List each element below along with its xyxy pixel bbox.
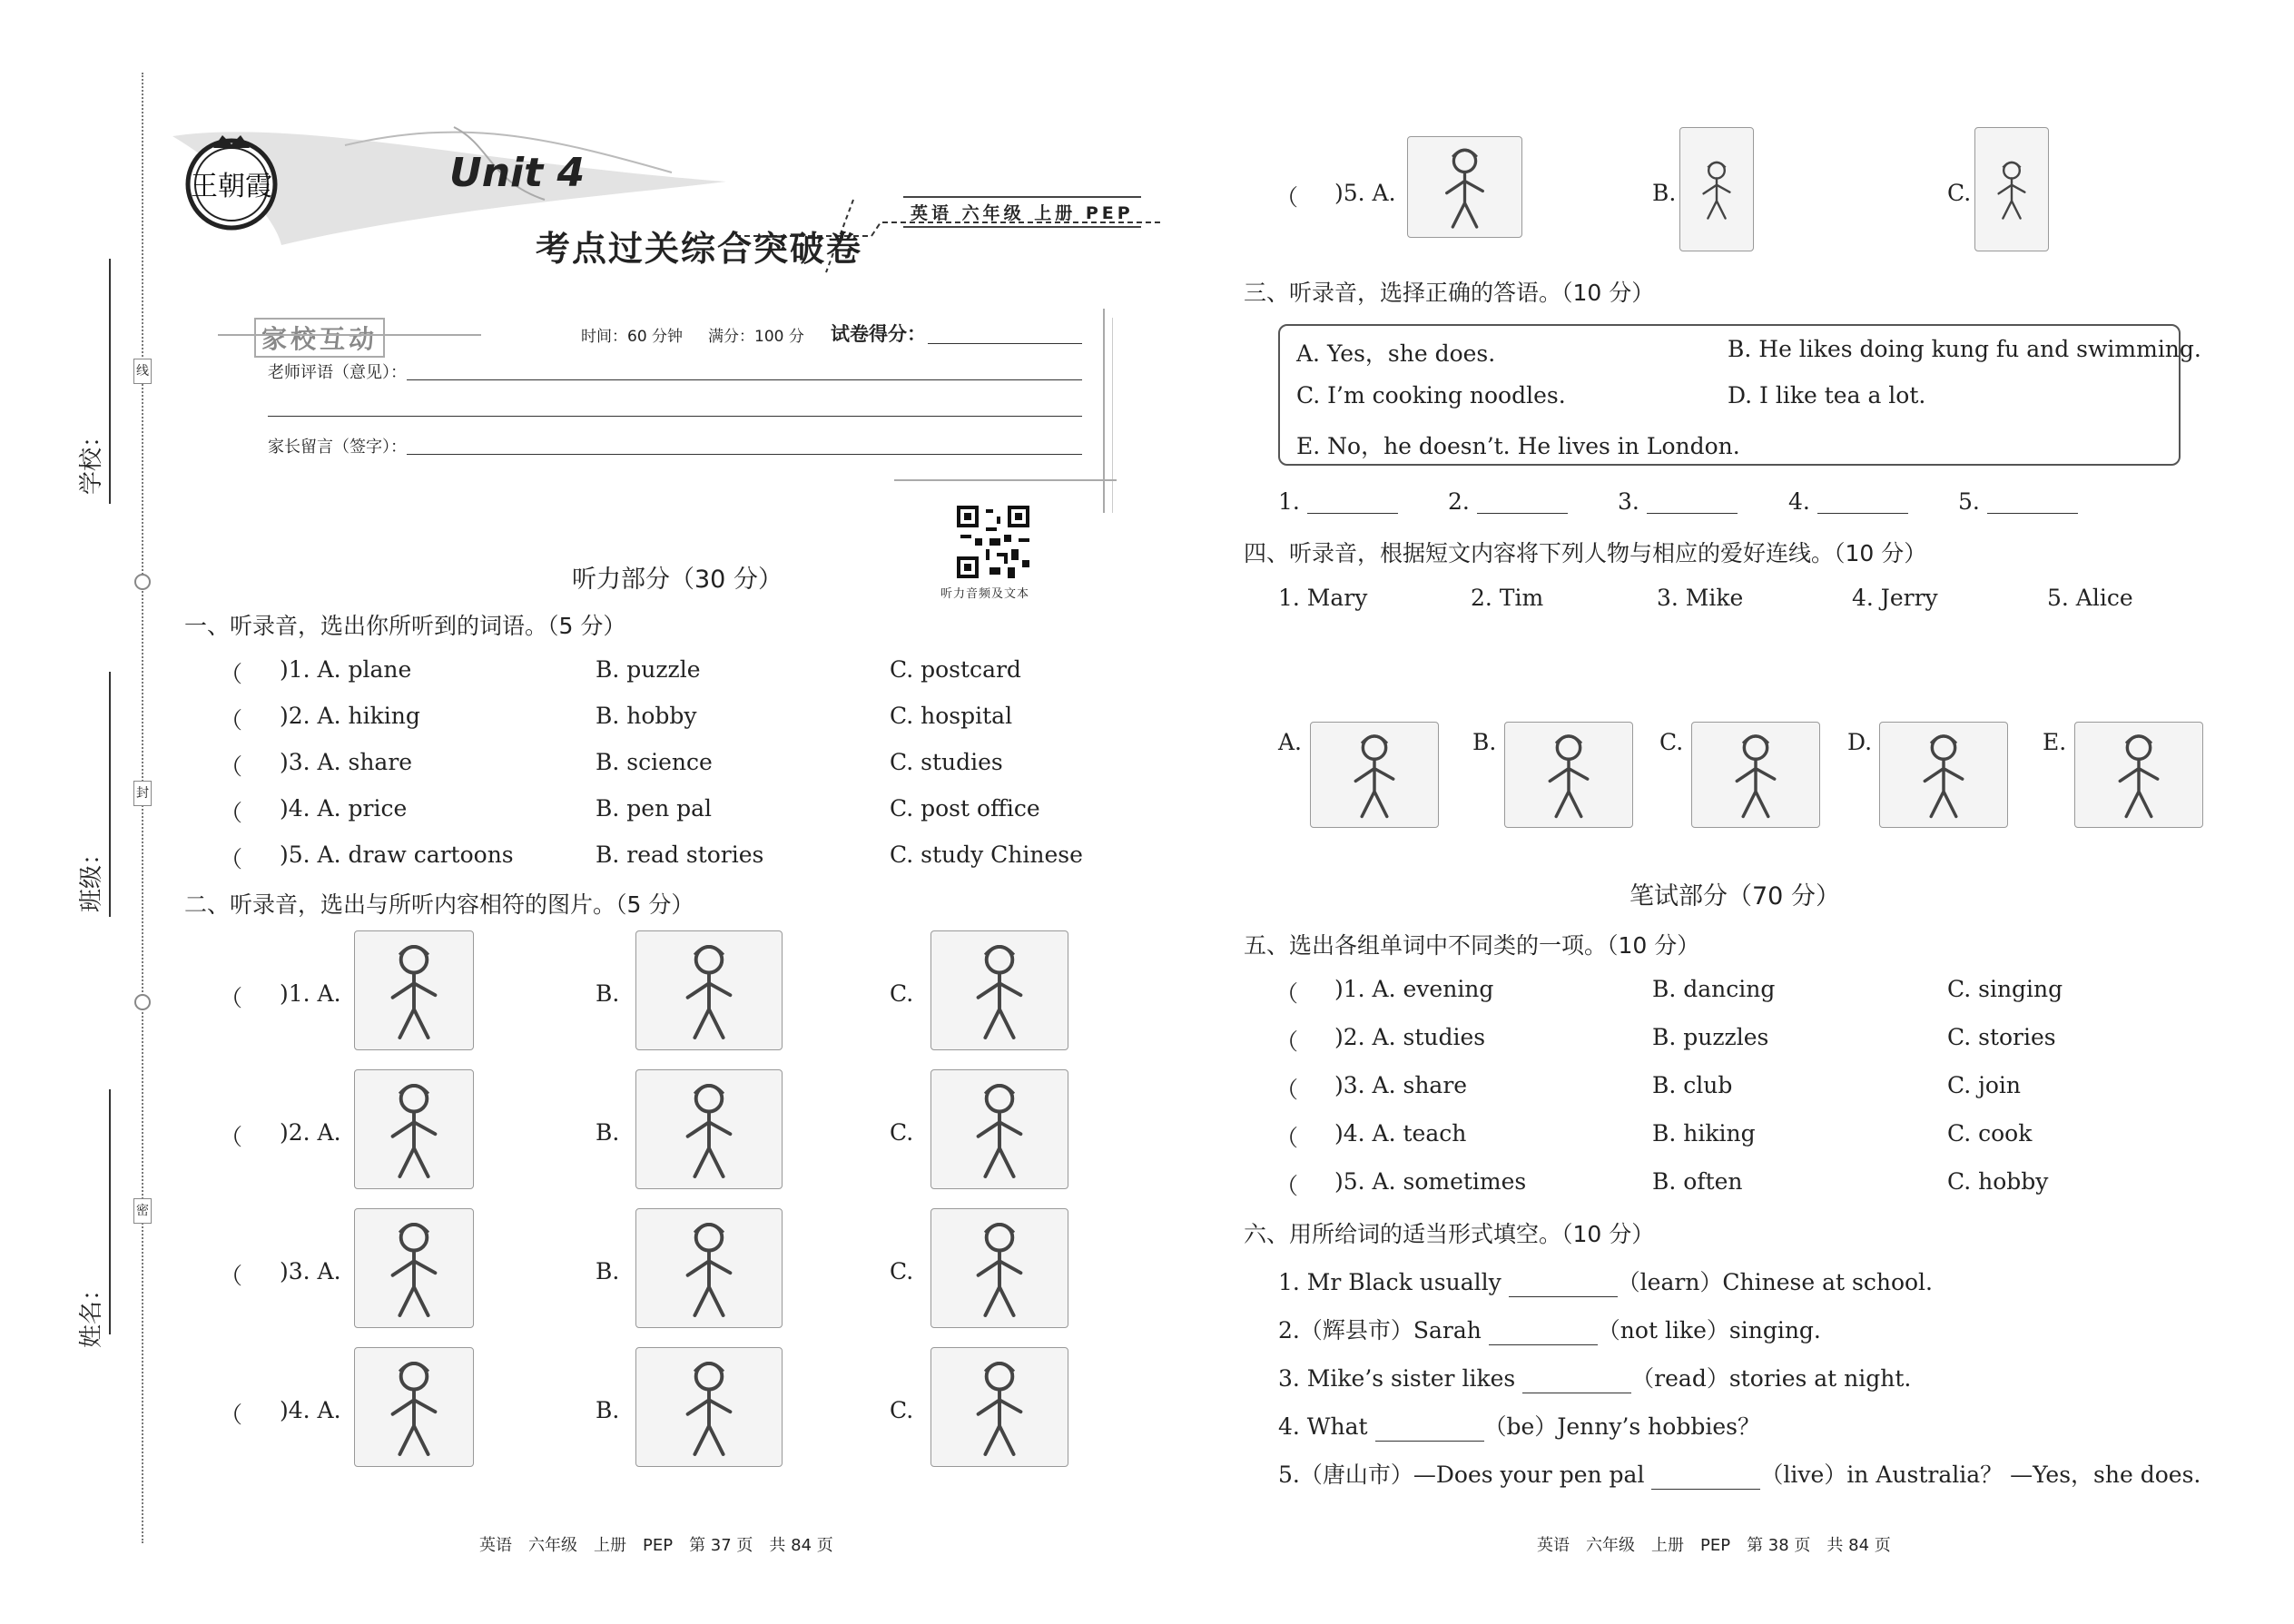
sentence-prefix: 2.（辉县市）Sarah (1278, 1317, 1489, 1343)
pic-question-4-label-c: C. (890, 1397, 914, 1423)
score-label: 试卷得分： (831, 323, 926, 345)
sentence-prefix: 5.（唐山市）—Does your pen pal (1278, 1462, 1652, 1488)
question-1-option-a[interactable]: )1. A. plane (280, 656, 412, 683)
answer-2-number: 2. (1448, 488, 1470, 515)
parent-comment-label: 家长留言（签字）： (268, 438, 407, 457)
written-part-title: 笔试部分（70 分） (1629, 882, 1840, 910)
pic-question-5-image-c[interactable] (1974, 127, 2049, 251)
sentence-prefix: 1. Mr Black usually (1278, 1269, 1509, 1295)
answer-4-number: 4. (1788, 488, 1810, 515)
question-1-option-b[interactable]: B. puzzle (596, 656, 701, 683)
answer-paren[interactable]: （ (220, 753, 243, 780)
word-group-1-option-b[interactable]: B. dancing (1652, 976, 1776, 1002)
hobby-picture-a-label: A. (1278, 729, 1303, 755)
exam-title: 考点过关综合突破卷 (536, 229, 863, 269)
seal-mark-2: 封 (133, 781, 152, 806)
question-3-option-c[interactable]: C. studies (890, 749, 1003, 775)
hobby-picture-e-label: E. (2043, 729, 2067, 755)
question-3-option-a[interactable]: )3. A. share (280, 749, 413, 775)
answer-1-field[interactable] (1307, 513, 1398, 514)
pic-question-3-label-a: )3. A. (280, 1258, 341, 1284)
answer-1-number: 1. (1278, 488, 1300, 515)
pic-question-4-image-c[interactable] (930, 1347, 1068, 1467)
pic-question-5-label-c: C. (1947, 180, 1972, 206)
hobby-picture-c-label: C. (1659, 729, 1684, 755)
question-5-option-b[interactable]: B. read stories (596, 842, 764, 868)
hobby-picture-e[interactable] (2074, 722, 2203, 828)
header-frame-right-2 (1112, 318, 1113, 513)
word-group-1-option-c[interactable]: C. singing (1947, 976, 2063, 1002)
word-group-5-option-b[interactable]: B. often (1652, 1168, 1743, 1195)
given-word: （not like） (1597, 1317, 1729, 1343)
header-frame-bottom (894, 479, 1117, 481)
fill-blank-sentence-4 (1278, 1409, 1760, 1442)
question-2-option-a[interactable]: )2. A. hiking (280, 703, 420, 729)
answer-paren[interactable]: （ (1275, 184, 1299, 211)
pic-question-3-label-c: C. (890, 1258, 914, 1284)
person-5[interactable]: 5. Alice (2047, 585, 2133, 611)
answer-paren[interactable]: （ (1275, 1125, 1299, 1151)
class-label: 班级： (78, 841, 105, 912)
pic-question-3-image-c[interactable] (930, 1208, 1068, 1328)
section-6-title: 六、用所给词的适当形式填空。（10 分） (1244, 1221, 1655, 1247)
question-5-option-c[interactable]: C. study Chinese (890, 842, 1083, 868)
unit-title: Unit 4 (449, 150, 586, 196)
pic-question-2-label-b: B. (596, 1119, 620, 1146)
pic-question-5-image-b[interactable] (1679, 127, 1754, 251)
answer-paren[interactable]: （ (220, 661, 243, 687)
subject-badge: 英语 六年级 上册 PEP (903, 196, 1141, 228)
pic-question-2-image-a[interactable] (354, 1069, 474, 1189)
fill-blank-field[interactable] (1509, 1276, 1618, 1297)
teacher-comment-field[interactable] (407, 379, 1082, 380)
section-2-title: 二、听录音，选出与所听内容相符的图片。（5 分） (184, 891, 694, 918)
answer-paren[interactable]: （ (220, 1263, 243, 1289)
answer-paren[interactable]: （ (1275, 1077, 1299, 1103)
time-limit: 时间：60 分钟 (581, 328, 684, 346)
answer-paren[interactable]: （ (220, 1402, 243, 1428)
question-4-option-a[interactable]: )4. A. price (280, 795, 408, 822)
home-school-label: 家校互动 (254, 318, 385, 358)
pic-question-4-image-b[interactable] (635, 1347, 783, 1467)
person-4[interactable]: 4. Jerry (1852, 585, 1938, 611)
listening-part-title: 听力部分（30 分） (572, 566, 783, 594)
pic-question-1-image-a[interactable] (354, 930, 474, 1050)
answer-paren[interactable]: （ (220, 1124, 243, 1150)
svg-text:王朝霞: 王朝霞 (191, 171, 272, 202)
pic-question-2-image-c[interactable] (930, 1069, 1068, 1189)
option-e: E. No，he doesn’t. He lives in London. (1296, 433, 1740, 459)
pic-question-4-label-b: B. (596, 1397, 620, 1423)
hobby-picture-d[interactable] (1879, 722, 2008, 828)
answer-paren[interactable]: （ (220, 800, 243, 826)
pic-question-2-label-c: C. (890, 1119, 914, 1146)
pic-question-1-image-b[interactable] (635, 930, 783, 1050)
qr-code-icon[interactable] (953, 502, 1033, 582)
parent-comment-field[interactable] (407, 454, 1082, 455)
teacher-comment-field-2[interactable] (268, 416, 1082, 417)
publisher-seal-icon (182, 132, 281, 231)
pic-question-1-label-c: C. (890, 980, 914, 1007)
footer-right: 英语 六年级 上册 PEP 第 38 页 共 84 页 (1537, 1536, 1891, 1555)
pic-question-3-image-a[interactable] (354, 1208, 474, 1328)
sentence-suffix: stories at night. (1728, 1365, 1912, 1392)
answer-5-number: 5. (1958, 488, 1980, 515)
fill-blank-sentence-5 (1278, 1457, 2200, 1490)
fill-blank-sentence-3 (1278, 1361, 1911, 1393)
fill-blank-sentence-2 (1278, 1313, 1821, 1345)
word-group-3-option-a[interactable]: )3. A. share (1334, 1072, 1468, 1098)
word-group-1-option-a[interactable]: )1. A. evening (1334, 976, 1494, 1002)
word-group-3-option-c[interactable]: C. join (1947, 1072, 2022, 1098)
qr-caption: 听力音频及文本 (940, 587, 1030, 601)
word-group-3-option-b[interactable]: B. club (1652, 1072, 1733, 1098)
fill-blank-field[interactable] (1651, 1469, 1760, 1490)
question-5-option-a[interactable]: )5. A. draw cartoons (280, 842, 514, 868)
word-group-2-option-c[interactable]: C. stories (1947, 1024, 2056, 1050)
answer-paren[interactable]: （ (1275, 1173, 1299, 1199)
binding-line (142, 73, 143, 1543)
pic-question-3-image-b[interactable] (635, 1208, 783, 1328)
school-label: 学校： (78, 423, 105, 495)
given-word: （learn） (1617, 1269, 1723, 1295)
hobby-picture-c[interactable] (1691, 722, 1820, 828)
answer-paren[interactable]: （ (220, 985, 243, 1011)
section-3-title: 三、听录音，选择正确的答语。（10 分） (1244, 280, 1655, 306)
section-1-title: 一、听录音，选出你所听到的词语。（5 分） (184, 613, 626, 639)
word-group-2-option-b[interactable]: B. puzzles (1652, 1024, 1769, 1050)
answer-3-number: 3. (1618, 488, 1639, 515)
word-group-5-option-a[interactable]: )5. A. sometimes (1334, 1168, 1527, 1195)
given-word: （live） (1760, 1462, 1847, 1488)
question-1-option-c[interactable]: C. postcard (890, 656, 1021, 683)
answer-2-field[interactable] (1477, 513, 1568, 514)
hobby-picture-d-label: D. (1847, 729, 1873, 755)
given-word: （be） (1483, 1413, 1558, 1440)
sentence-prefix: 4. What (1278, 1413, 1375, 1440)
pic-question-5-label-b: B. (1652, 180, 1677, 206)
class-field[interactable] (109, 672, 111, 917)
hobby-picture-b[interactable] (1504, 722, 1633, 828)
question-4-option-c[interactable]: C. post office (890, 795, 1040, 822)
person-1[interactable]: 1. Mary (1278, 585, 1368, 611)
pic-question-5-image-a[interactable] (1407, 136, 1522, 238)
hobby-picture-b-label: B. (1472, 729, 1497, 755)
word-group-4-option-b[interactable]: B. hiking (1652, 1120, 1756, 1147)
binding-ring-1 (134, 574, 151, 590)
person-2[interactable]: 2. Tim (1471, 585, 1544, 611)
fill-blank-field[interactable] (1375, 1421, 1484, 1442)
pic-question-1-label-b: B. (596, 980, 620, 1007)
word-group-4-option-a[interactable]: )4. A. teach (1334, 1120, 1467, 1147)
question-4-option-b[interactable]: B. pen pal (596, 795, 713, 822)
footer-left: 英语 六年级 上册 PEP 第 37 页 共 84 页 (479, 1536, 833, 1555)
header-frame-right (1103, 309, 1105, 513)
answer-paren[interactable]: （ (1275, 980, 1299, 1007)
pic-question-4-image-a[interactable] (354, 1347, 474, 1467)
name-field[interactable] (109, 1089, 111, 1334)
given-word: （read） (1631, 1365, 1729, 1392)
fill-blank-field[interactable] (1489, 1324, 1598, 1345)
pic-question-3-label-b: B. (596, 1258, 620, 1284)
answer-5-field[interactable] (1987, 513, 2078, 514)
answer-3-field[interactable] (1647, 513, 1738, 514)
pic-question-2-label-a: )2. A. (280, 1119, 341, 1146)
header-divider-left (218, 334, 481, 336)
name-label: 姓名： (78, 1276, 105, 1348)
seal-mark-1: 线 (133, 359, 152, 384)
pic-question-5-label-a: )5. A. (1334, 180, 1396, 206)
word-group-4-option-c[interactable]: C. cook (1947, 1120, 2033, 1147)
question-3-option-b[interactable]: B. science (596, 749, 713, 775)
option-a: A. Yes，she does. (1296, 340, 1496, 367)
school-field[interactable] (109, 259, 111, 504)
answer-paren[interactable]: （ (220, 846, 243, 872)
sentence-suffix: Chinese at school. (1722, 1269, 1933, 1295)
sentence-suffix: singing. (1728, 1317, 1821, 1343)
pic-question-2-image-b[interactable] (635, 1069, 783, 1189)
sentence-suffix: in Australia？ —Yes，she does. (1846, 1462, 2201, 1488)
question-2-option-c[interactable]: C. hospital (890, 703, 1013, 729)
seal-mark-3: 密 (133, 1198, 152, 1224)
answer-paren[interactable]: （ (1275, 1029, 1299, 1055)
option-d: D. I like tea a lot. (1728, 382, 1926, 408)
answer-paren[interactable]: （ (220, 707, 243, 733)
pic-question-4-label-a: )4. A. (280, 1397, 341, 1423)
fill-blank-field[interactable] (1522, 1373, 1631, 1393)
teacher-comment-label: 老师评语（意见）： (268, 363, 407, 382)
pic-question-1-image-c[interactable] (930, 930, 1068, 1050)
person-3[interactable]: 3. Mike (1657, 585, 1744, 611)
pic-question-1-label-a: )1. A. (280, 980, 341, 1007)
option-b: B. He likes doing kung fu and swimming. (1728, 336, 2201, 362)
section-4-title: 四、听录音，根据短文内容将下列人物与相应的爱好连线。（10 分） (1244, 540, 1927, 566)
fill-blank-sentence-1 (1278, 1265, 1933, 1297)
sentence-prefix: 3. Mike’s sister likes (1278, 1365, 1523, 1392)
word-group-2-option-a[interactable]: )2. A. studies (1334, 1024, 1486, 1050)
full-score: 满分：100 分 (708, 328, 804, 346)
score-field[interactable] (928, 343, 1082, 344)
word-group-5-option-c[interactable]: C. hobby (1947, 1168, 2049, 1195)
question-2-option-b[interactable]: B. hobby (596, 703, 697, 729)
answer-4-field[interactable] (1817, 513, 1908, 514)
hobby-picture-a[interactable] (1310, 722, 1439, 828)
sentence-suffix: Jenny’s hobbies？ (1557, 1413, 1760, 1440)
binding-ring-2 (134, 994, 151, 1010)
section-5-title: 五、选出各组单词中不同类的一项。（10 分） (1244, 932, 1700, 959)
option-c: C. I’m cooking noodles. (1296, 382, 1566, 408)
